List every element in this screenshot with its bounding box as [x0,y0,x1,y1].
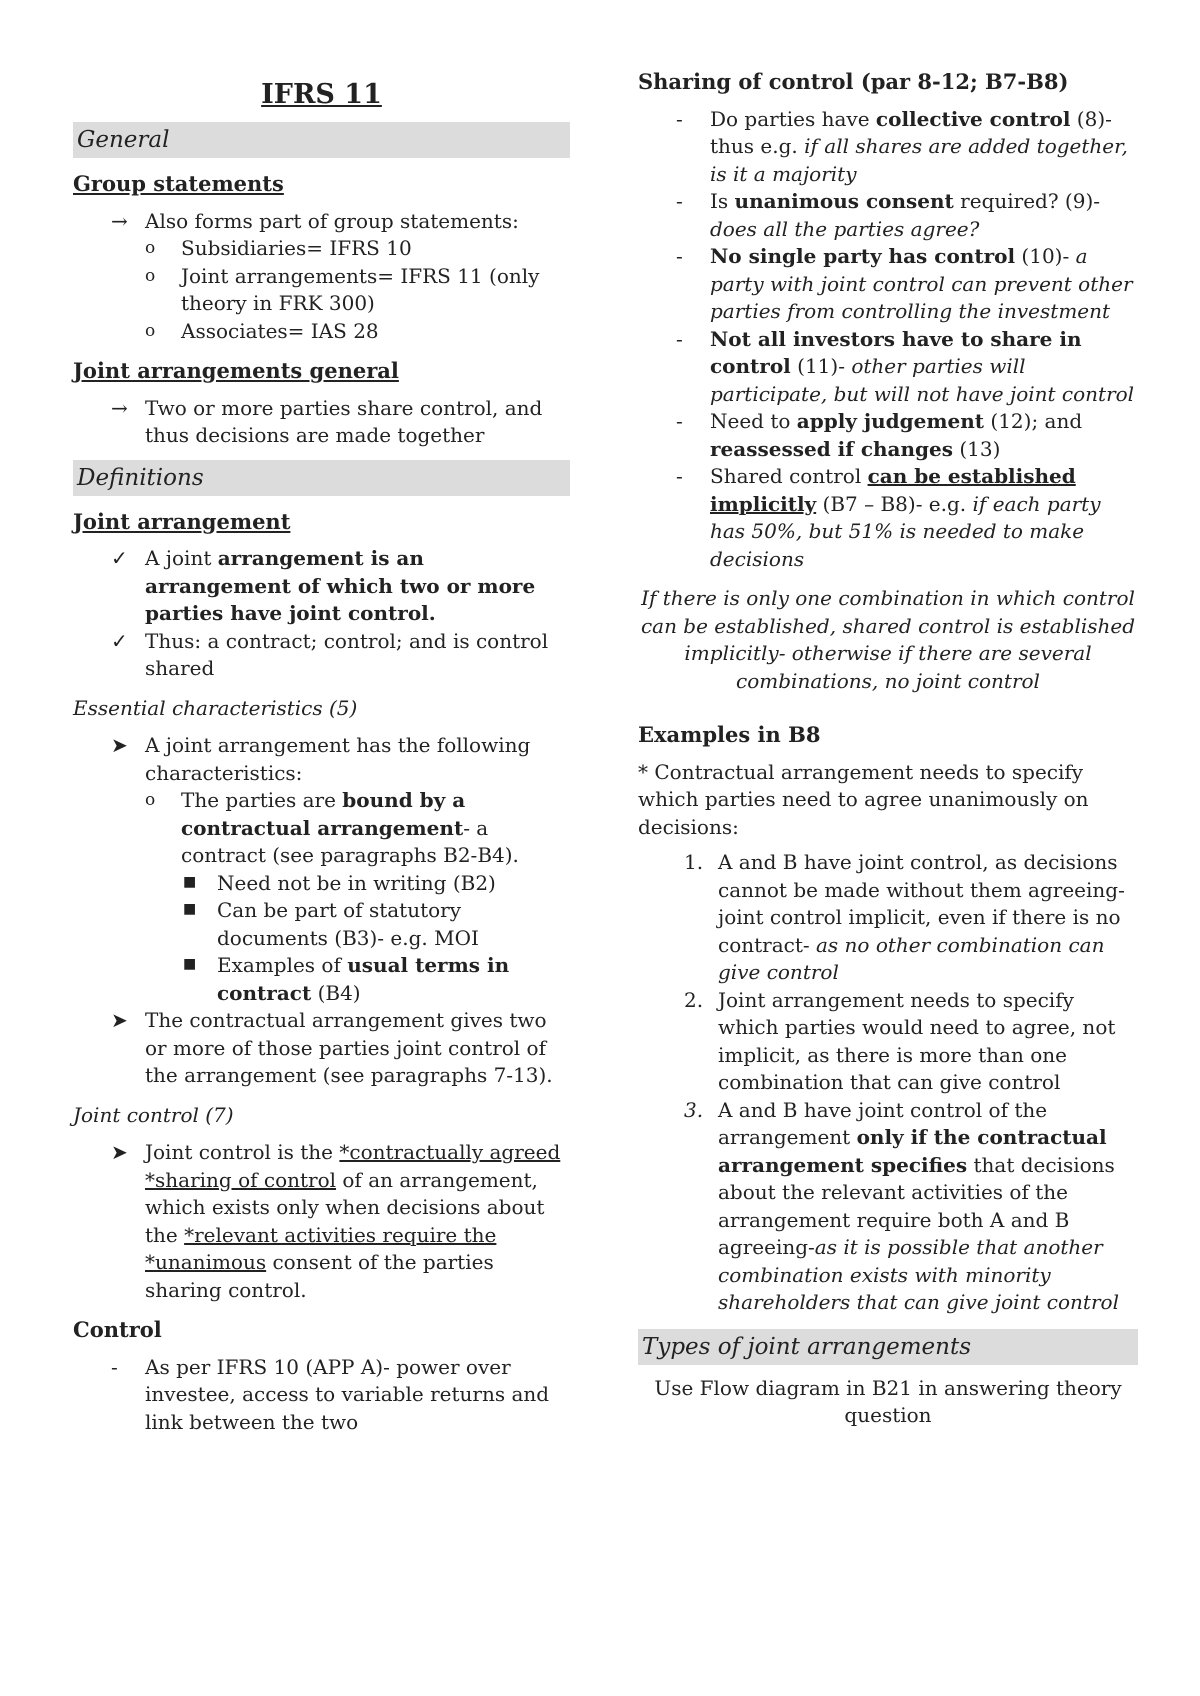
heading-joint-control: Joint control (7) [73,1102,234,1127]
list-item: o Joint arrangements= IFRS 11 (only theory in FRK 300) [145,263,540,315]
list-item: ➤ The contractual arrangement gives two or more of those parties joint control of the arrangement (see paragraphs 7-13). [111,1008,553,1087]
right-column [638,68,1138,1438]
list-item: ■ Can be part of statutory documents (B3)- e.g. MOI [183,898,479,950]
control-list [73,1354,570,1437]
list-item: ➤ A joint arrangement has the following characteristics: o The parties are bound by a contractual arrangement- a contract (see paragraphs B2-B4). ■ Need not be in writing (B2) ■ Can be part of statutory documents (B3)- e.g. MOI ■ Examples of usual terms in contract (B4) [73,732,570,1007]
circle-bullet-icon: o [145,790,156,810]
list-item: 1. A and B have joint control, as decisions cannot be made without them agreeing- joint control implicit, even if there is no contract- as no other combination can give control [684,850,1125,984]
heading-essential-characteristics: Essential characteristics (5) [73,695,358,720]
checkmark-icon: ✓ [111,628,128,653]
essential-list [73,732,570,1090]
list-item: - No single party has control (10)- a party with joint control can prevent other parties from controlling the investment [676,244,1133,323]
dash-bullet-icon: - [676,464,683,488]
list-item: ➤ Joint control is the *contractually agreed *sharing of control of an arrangement, which exists only when decisions about the *relevant activities require the *unanimous consent of the parties sharing control. [111,1140,561,1302]
list-item: → Also forms part of group statements: o Subsidiaries= IFRS 10 o Joint arrangements= IFRS 11 (only theory in FRK 300) o Associates= IAS 28 [73,208,570,346]
examples-intro: * Contractual arrangement needs to specify which parties need to agree unanimously on decisions: [638,759,1089,839]
arrowhead-bullet-icon: ➤ [111,1140,128,1164]
list-item: - As per IFRS 10 (APP A)- power over investee, access to variable returns and link between the two [111,1354,550,1434]
dash-bullet-icon: - [111,1354,118,1379]
arrow-icon: → [111,395,128,420]
dash-bullet-icon: - [676,409,683,433]
bound-sublist [181,870,570,1008]
list-item: 2. Joint arrangement needs to specify which parties would need to agree, not implicit, as there is more than one combination that can give control [684,987,1116,1094]
list-item: ✓ A joint arrangement is an arrangement of which two or more parties have joint control. [111,546,536,625]
ja-general-list [73,395,570,450]
heading-group-statements: Group statements [73,171,284,196]
section-band-types: Types of joint arrangements [638,1329,1138,1365]
list-item: o The parties are bound by a contractual arrangement- a contract (see paragraphs B2-B4). ■ Need not be in writing (B2) ■ Can be part of statutory documents (B3)- e.g. MOI ■ Examples of usual terms in contract (B4) [145,787,570,1007]
list-item: - Shared control can be established implicitly (B7 – B8)- e.g. if each party has 50%, but 51% is needed to make decisions [676,464,1101,571]
group-statements-list [73,208,570,346]
circle-bullet-icon: o [145,320,156,341]
group-sublist [145,235,570,345]
dash-bullet-icon: - [676,106,683,131]
square-bullet-icon: ■ [183,956,197,972]
heading-control: Control [73,1317,162,1342]
list-item: o Associates= IAS 28 [145,318,570,346]
arrow-icon: → [111,208,128,233]
list-item: - Is unanimous consent required? (9)- does all the parties agree? [676,189,1101,241]
left-column [73,68,570,1440]
dash-bullet-icon: - [676,326,683,351]
heading-joint-arrangements-general: Joint arrangements general [73,358,399,383]
dash-bullet-icon: - [676,189,683,213]
implicit-control-note: If there is only one combination in which control can be established, shared control is established implicitly- otherwise if there are several combinations, no joint control [640,586,1136,693]
list-item: ■ Need not be in writing (B2) [183,870,496,895]
list-item: - Need to apply judgement (12); and reassessed if changes (13) [676,409,1083,461]
arrowhead-bullet-icon: ➤ [111,1008,128,1032]
checkmark-icon: ✓ [111,546,128,570]
heading-sharing-of-control: Sharing of control (par 8-12; B7-B8) [638,69,1069,94]
essential-sublist [145,787,570,1007]
section-band-definitions: Definitions [73,460,570,496]
heading-examples-b8: Examples in B8 [638,722,821,747]
square-bullet-icon: ■ [183,873,197,890]
heading-joint-arrangement: Joint arrangement [73,508,291,534]
dash-bullet-icon: - [676,244,683,268]
arrowhead-bullet-icon: ➤ [111,733,128,757]
list-item: - Not all investors have to share in control (11)- other parties will participate, but will not have joint control [676,326,1135,406]
joint-control-list [73,1139,570,1304]
square-bullet-icon: ■ [183,901,197,917]
page-title: IFRS 11 [261,79,382,110]
list-item: - Do parties have collective control (8)- thus e.g. if all shares are added together, is it a majority [676,106,1128,186]
section-band-general: General [73,122,570,158]
list-item: o Subsidiaries= IFRS 10 [145,235,570,263]
list-item: ✓ Thus: a contract; control; and is control shared [111,628,549,680]
flow-diagram-note: Use Flow diagram in B21 in answering theory question [654,1375,1122,1427]
ja-definition-list [73,545,570,683]
circle-bullet-icon: o [145,265,156,286]
list-item: ■ Examples of usual terms in contract (B4) [183,953,510,1005]
examples-list [638,849,1138,1317]
list-item: 3. A and B have joint control of the arrangement only if the contractual arrangement specifies that decisions about the relevant activities of the arrangement require both A and B agreeing-as it is possible that another combination exists with minority shareholders that can give joint control [684,1097,1119,1314]
sharing-list [638,106,1138,574]
list-item: → Two or more parties share control, and thus decisions are made together [111,395,543,447]
circle-bullet-icon: o [145,238,156,258]
